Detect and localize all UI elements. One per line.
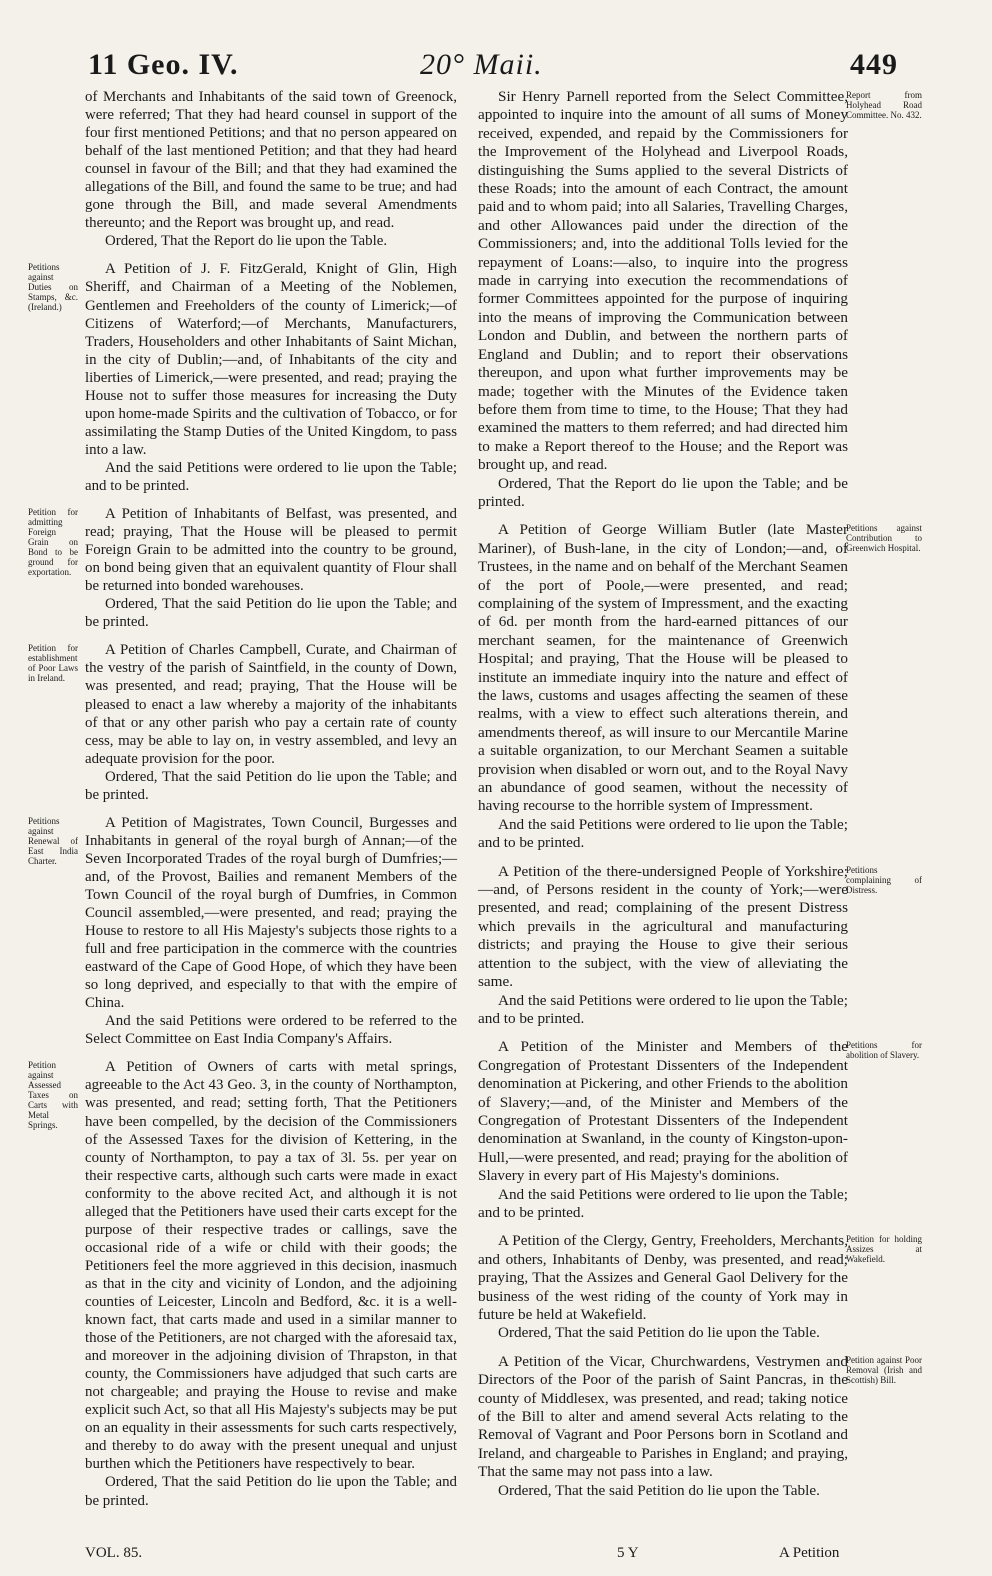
entry-poor-laws — [28, 641, 457, 803]
entry-text: A Petition of J. F. FitzGerald, Knight of Glin, High Sheriff, and Chairman of a Meeting of the Noblemen, Gentlemen and Freeholders of the county of Limerick;—of Citizens of Waterford;—of Merchants, Manufacturers, Traders, Householders and other Inhabitants of Saint Michan, in the city of Dublin;—and, of Inhabitants of the city and liberties of Limerick,—were presented, and read; praying the House not to suffer those measures for increasing the Duty upon home-made Spirits and the cultivation of Tobacco, or for assimilating the Stamp Duties of the United Kingdom, to pass into a law. — [85, 261, 457, 458]
entry-text: A Petition of the Minister and Members of the Congregation of Protestant Dissenters of the Independent denomination at Pickering, and other Friends to the abolition of Slavery;—and, of the Minister and Members of the Congregation of Protestant Dissenters of the Independent denomination at Swanland, in the county of Kingston-upon-Hull,—were presented, and read; praying for the abolition of Slavery in every part of His Majesty's dominions. — [478, 1038, 848, 1185]
entry-holyhead-report — [478, 88, 922, 511]
volume-label: VOL. 85. — [85, 1545, 143, 1561]
page-header — [0, 48, 992, 88]
margin-note: Petitions against Renewal of East India Charter. — [28, 815, 78, 866]
entry-text: A Petition of the Vicar, Churchwardens, Vestrymen and Directors of the Poor of the parish of Saint Pancras, in the county of Middlesex, was presented, and read; taking notice of the Bill to alter and amend several Acts relating to the Removal of Vagrant and Poor Persons born in Scotland and Ireland, and chargeable to Parishes in England; and praying, That the same may not pass into a law. — [478, 1352, 848, 1481]
margin-note: Petition for establishment of Poor Laws in Ireland. — [28, 643, 78, 684]
entry-order: Ordered, That the said Petition do lie upon the Table. — [498, 1481, 820, 1499]
entry-assessed-taxes — [28, 1058, 457, 1509]
entry-text: A Petition of George William Butler (late Master Mariner), of Bush-lane, in the city of London;—and, of Trustees, in the name and on behalf of the Merchant Seamen of the port of Poole,—were presented, and read; complaining of the system of Impressment, and the exacting of 6d. per month from the hard-earned pittances of our merchant seamen, for the maintenance of Greenwich Hospital; and praying, That the House will be pleased to institute an immediate inquiry into the nature and effect of the laws, customs and usages affecting the seamen of these realms, with a view to effect such alterations therein, and amendments thereof, as will insure to our Mercantile Marine a suitable organization, to our Merchant Seamen a suitable provision when disabled or worn out, and to the Royal Navy an abundance of good seamen, without the necessity of having recourse to the horrible system of Impressment. — [478, 521, 848, 815]
entry-text: A Petition of Charles Campbell, Curate, and Chairman of the vestry of the parish of Saintfield, in the county of Down, was presented, and read; praying, That the House will be pleased to enact a law whereby a majority of the inhabitants of that or any other parish who pay a certain rate of county cess, may be able to lay on, in vestry assembled, and levy an adequate provision for the poor. — [85, 642, 457, 767]
margin-note: Petition against Poor Removal (Irish and Scottish) Bill. — [846, 1354, 922, 1385]
entry-greenwich — [478, 521, 922, 852]
entry-text: of Merchants and Inhabitants of the said town of Greenock, were referred; That they had heard counsel in support of the four first mentioned Petitions; and that no person appeared on behalf of the last mentioned Petition; and that they had heard counsel in favour of the Bill; and that they had examined the allegations of the Bill, and found the same to be true; and had gone through the Bill, and made several Amendments thereunto; and the Report was brought up, and read. — [85, 89, 457, 232]
margin-note: Petitions for abolition of Slavery. — [846, 1040, 922, 1061]
entry-text: A Petition of Owners of carts with metal springs, agreeable to the Act 43 Geo. 3, in the county of Northampton, was presented, and read; setting forth, That the Petitioners have been compelled, by the decision of the Commissioners of the Assessed Taxes for the division of Kettering, in the county of Northampton, to pay a tax of 3l. 5s. per year on their respective carts, although such carts were made in exact conformity to the above recited Act, and although it is not alleged that the Petitioners have used their carts except for the purpose of their respective trades or callings, save the occasional ride of a wife or child with their goods; the Petitioners feel the more aggrieved in this decision, inasmuch as that in the city and vicinity of London, and the adjoining counties of Leicester, Lincoln and Bedford, &c. it is a well-known fact, that carts made and used in a similar manner to those of the Petitioners, are not charged with the aforesaid tax, and moreover in the adjoining division of Thrapston, in that county, the Commissioners have adjudged that such carts are not chargeable; and praying the House to revise and make explicit such Act, so that all His Majesty's subjects may be put on an equality in their assessments for such carts respectively, and thereby to do away with the present unequal and unjust burthen which the Petitioners have respectively to bear. — [85, 1059, 457, 1473]
entry-greenock-report — [85, 88, 457, 250]
entry-text: A Petition of the there-undersigned People of Yorkshire;—and, of Persons resident in the county of York;—were presented, and read; complaining of the present Distress which prevails in the agricultural and manufacturing districts; and praying the House to give their serious attention to the subject, with the view of alleviating the same. — [478, 862, 848, 991]
margin-note: Petitions against Duties on Stamps, &c. (Ireland.) — [28, 262, 78, 313]
margin-note: Petition for admitting Foreign Grain on Bond to be ground for exportation. — [28, 507, 78, 578]
entry-text: A Petition of the Clergy, Gentry, Freeholders, Merchants, and others, Inhabitants of Denby, was presented, and read; praying, That the Assizes and General Gaol Delivery for the business of the west riding of the county of York may in future be held at Wakefield. — [478, 1232, 848, 1323]
entry-poor-removal — [478, 1352, 922, 1500]
entry-slavery — [478, 1038, 922, 1222]
left-column — [28, 88, 457, 1510]
entry-text: Sir Henry Parnell reported from the Select Committee, appointed to inquire into the amount of all sums of Money received, expended, and repaid by the Commissioners for the Improvement of the Holyhead and Liverpool Roads, distinguishing the Sums applied to the several Districts of these Roads; into the amount of each Contract, the amount paid and to whom paid; into all Salaries, Travelling Charges, and other Allowances paid under the direction of the Commissioners; and, into the additional Tolls levied for the repayment of Loans:—also, to inquire into the progress made in carrying into execution the recommendations of former Committees appointed for the purpose of inquiring into the means of improving the Communication between London and Dublin, and between the northern parts of England and Dublin; and to report their observations thereupon, and upon what further improvements may be made; together with the Minutes of the Evidence taken before them from time to time, to the House; That they had examined the matters to them referred; and had directed him to make a Report thereof to the House; and the Report was brought up, and read. — [478, 88, 848, 474]
entry-foreign-grain — [28, 505, 457, 631]
entry-east-india — [28, 814, 457, 1049]
margin-note: Report from Holyhead Road Committee. No. 432. — [846, 90, 922, 120]
entry-order: Ordered, That the said Petition do lie upon the Table. — [498, 1324, 820, 1342]
entry-order: And the said Petitions were ordered to lie upon the Table; and to be printed. — [478, 991, 848, 1027]
entry-order: And the said Petitions were ordered to lie upon the Table; and to be printed. — [85, 459, 457, 494]
running-head-reign: 11 Geo. IV. — [88, 48, 239, 81]
signature-mark: 5 Y — [617, 1545, 639, 1561]
right-column — [478, 88, 922, 1500]
page-footer — [85, 1545, 855, 1565]
entry-order: Ordered, That the said Petition do lie upon the Table; and be printed. — [85, 768, 457, 803]
page-number: 449 — [850, 48, 898, 81]
entry-assizes — [478, 1232, 922, 1342]
margin-note: Petitions against Contribution to Greenwich Hospital. — [846, 523, 922, 554]
margin-note: Petitions complaining of Distress. — [846, 864, 922, 895]
running-head-date: 20° Maii. — [420, 48, 543, 81]
entry-order: Ordered, That the Report do lie upon the Table. — [105, 233, 388, 250]
entry-order: And the said Petitions were ordered to be referred to the Select Committee on East India Company's Affairs. — [85, 1013, 457, 1048]
entry-text: A Petition of Inhabitants of Belfast, was presented, and read; praying, That the House will be pleased to permit Foreign Grain to be admitted into the country to be ground, on bond being given that an equivalent quantity of Flour shall be returned into bonded warehouses. — [85, 506, 457, 595]
entry-order: Ordered, That the said Petition do lie upon the Table; and be printed. — [85, 1474, 457, 1509]
margin-note: Petition against Assessed Taxes on Carts with Metal Springs. — [28, 1060, 78, 1131]
entry-stamp-duties — [28, 260, 457, 495]
margin-note: Petition for holding Assizes at Wakefield. — [846, 1234, 922, 1265]
entry-text: A Petition of Magistrates, Town Council, Burgesses and Inhabitants in general of the royal burgh of Annan;—of the Seven Incorporated Trades of the royal burgh of Dumfries;—and, of the Provost, Bailies and remanent Members of the Town Council of the royal burgh of Dumfries, in Common Council assembled,—were presented, and read; praying the House to restore to all His Majesty's subjects those rights to a full and free participation in the commerce with the countries eastward of the Cape of Good Hope, of which they have been so long deprived, and especially to that with the empire of China. — [85, 814, 457, 1012]
entry-order: Ordered, That the said Petition do lie upon the Table; and be printed. — [85, 596, 457, 631]
entry-distress — [478, 862, 922, 1029]
entry-order: And the said Petitions were ordered to lie upon the Table; and to be printed. — [478, 815, 848, 852]
catchword: A Petition — [779, 1545, 840, 1561]
entry-order: Ordered, That the Report do lie upon the Table; and be printed. — [478, 474, 848, 510]
entry-order: And the said Petitions were ordered to lie upon the Table; and to be printed. — [478, 1185, 848, 1221]
